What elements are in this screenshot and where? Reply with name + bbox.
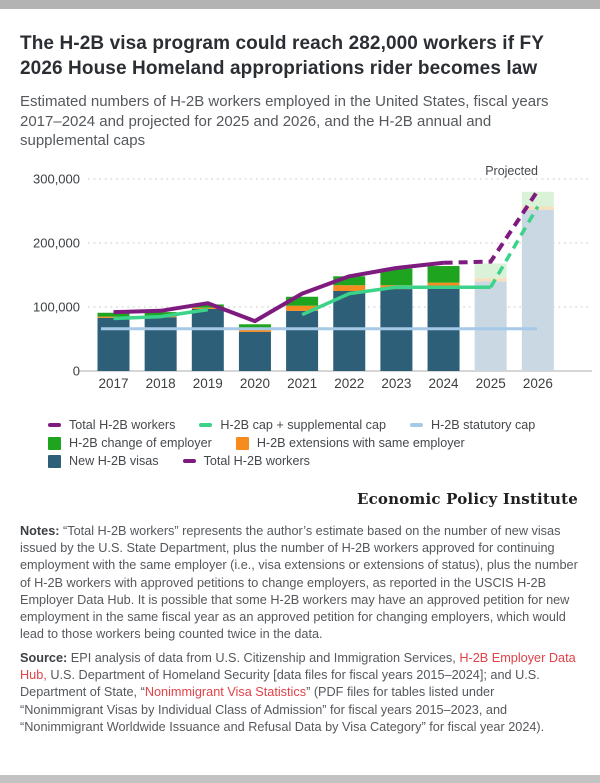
source-label: Source: bbox=[20, 651, 68, 666]
notes-label: Notes: bbox=[20, 524, 60, 539]
x-tick-2019: 2019 bbox=[192, 376, 223, 392]
legend-row-3 bbox=[48, 454, 580, 468]
legend-label-total-h-2b-workers: Total H-2B workers bbox=[203, 454, 310, 469]
source-text-3: U.S. Department of Homeland Security [data files for fiscal years 2015–2024]; and U.S. Department of State, “ bbox=[20, 668, 540, 700]
legend-line-swatch-h-2b-cap-supplemental-cap bbox=[199, 423, 212, 427]
y-tick-300,000: 300,000 bbox=[33, 171, 80, 187]
legend-line-swatch-h-2b-statutory-cap bbox=[410, 423, 423, 427]
bar-2024-h-2b-change-of-employer bbox=[428, 266, 460, 283]
page-subtitle: Estimated numbers of H-2B workers employed in the United States, fiscal years 2017–2024 and projected for 2025 and 2026, and the H-2B annual and supplemental caps bbox=[20, 93, 549, 149]
legend-line-swatch-total-h-2b-workers bbox=[183, 459, 196, 463]
bar-2019-new-h-2b-visas bbox=[192, 309, 224, 371]
legend-item-new-h-2b-visas bbox=[48, 454, 159, 468]
legend-square-swatch-h-2b-extensions-with-same-employer bbox=[236, 437, 249, 450]
legend-item-h-2b-change-of-employer bbox=[48, 436, 212, 450]
x-tick-2023: 2023 bbox=[381, 376, 412, 392]
source-link-nonimmigrant-visa-statistics[interactable]: Nonimmigrant Visa Statistics bbox=[144, 685, 307, 700]
y-tick-200,000: 200,000 bbox=[33, 235, 80, 251]
bar-2022-h-2b-extensions-with-same-employer bbox=[333, 285, 365, 291]
chart-legend bbox=[48, 418, 580, 468]
legend-label-h-2b-cap-supplemental-cap: H-2B cap + supplemental cap bbox=[220, 418, 386, 433]
y-tick-0: 0 bbox=[72, 363, 80, 379]
notes-text: “Total H-2B workers” represents the author’s estimate based on the number of new visas issued by the U.S. State Department, plus the number of H-2B workers approved for continuing employment with the same employer (i.e., visa extensions or extensions of status), plus the number of H-2B workers with approved petitions to change employers, as reported in the USCIS H-2B Employer Data Hub. It is possible that some H-2B workers may have an approved petition for new employment in the same fiscal year as an approved petition for changing employers, which would lead to those workers being counted twice in the data. bbox=[20, 524, 578, 642]
x-tick-2018: 2018 bbox=[145, 376, 176, 392]
legend-item-total-h-2b-workers bbox=[48, 418, 175, 432]
x-tick-2026: 2026 bbox=[522, 376, 553, 392]
x-tick-2022: 2022 bbox=[334, 376, 365, 392]
x-tick-2024: 2024 bbox=[428, 376, 459, 392]
legend-square-swatch-new-h-2b-visas bbox=[48, 455, 61, 468]
bar-2025-new-h-2b-visas bbox=[475, 282, 507, 372]
legend-item-h-2b-extensions-with-same-employer bbox=[236, 436, 465, 450]
x-tick-2020: 2020 bbox=[239, 376, 270, 392]
legend-square-swatch-h-2b-change-of-employer bbox=[48, 437, 61, 450]
page-title: The H-2B visa program could reach 282,000 workers if FY 2026 House Homeland appropriations rider becomes law bbox=[20, 33, 544, 80]
legend-item-h-2b-statutory-cap bbox=[410, 418, 535, 432]
source-segments bbox=[20, 651, 576, 734]
source-text-5: ” (PDF files for tables listed under “Nonimmigrant Visas by Individual Class of Admission” for fiscal years 2015–2023, and “Nonimmigrant Worldwide Issuance and Refusal Data by Visa Category” for fiscal year 2024). bbox=[20, 685, 545, 734]
projected-label: Projected bbox=[485, 164, 538, 179]
bar-2025-h-2b-extensions-with-same-employer bbox=[475, 278, 507, 281]
bar-2020-new-h-2b-visas bbox=[239, 332, 271, 371]
h2b-chart bbox=[0, 162, 600, 394]
source-text-1: EPI analysis of data from U.S. Citizenship and Immigration Services, bbox=[67, 651, 460, 666]
x-tick-2021: 2021 bbox=[287, 376, 318, 392]
legend-label-new-h-2b-visas: New H-2B visas bbox=[69, 454, 159, 469]
legend-line-swatch-total-h-2b-workers bbox=[48, 423, 61, 427]
bar-2017-new-h-2b-visas bbox=[98, 318, 130, 371]
x-tick-2017: 2017 bbox=[98, 376, 129, 392]
y-tick-100,000: 100,000 bbox=[33, 299, 80, 315]
h2b-chart-svg bbox=[0, 162, 600, 394]
legend-label-h-2b-statutory-cap: H-2B statutory cap bbox=[430, 418, 536, 433]
legend-item-h-2b-cap-supplemental-cap bbox=[199, 418, 386, 432]
legend-row-2 bbox=[48, 436, 580, 450]
bar-2026-new-h-2b-visas bbox=[522, 210, 554, 371]
legend-label-total-h-2b-workers: Total H-2B workers bbox=[69, 418, 176, 433]
legend-label-h-2b-change-of-employer: H-2B change of employer bbox=[69, 436, 212, 451]
x-tick-2025: 2025 bbox=[475, 376, 506, 392]
epi-wordmark: Economic Policy Institute bbox=[356, 490, 578, 509]
source-paragraph bbox=[20, 650, 580, 736]
bar-2021-new-h-2b-visas bbox=[286, 311, 318, 371]
bottom-gray-bar bbox=[0, 775, 600, 783]
source-link-h-2b-employer-data-hub[interactable]: H-2B Employer Data Hub, bbox=[20, 651, 576, 683]
bar-2022-new-h-2b-visas bbox=[333, 291, 365, 371]
legend-row-1 bbox=[48, 418, 580, 432]
legend-label-h-2b-extensions-with-same-employer: H-2B extensions with same employer bbox=[256, 436, 465, 451]
legend-item-total-h-2b-workers bbox=[183, 454, 310, 468]
bar-2026-h-2b-change-of-employer bbox=[522, 192, 554, 207]
top-gray-bar bbox=[0, 0, 600, 9]
notes-paragraph bbox=[20, 523, 580, 643]
bar-2018-new-h-2b-visas bbox=[145, 317, 177, 371]
